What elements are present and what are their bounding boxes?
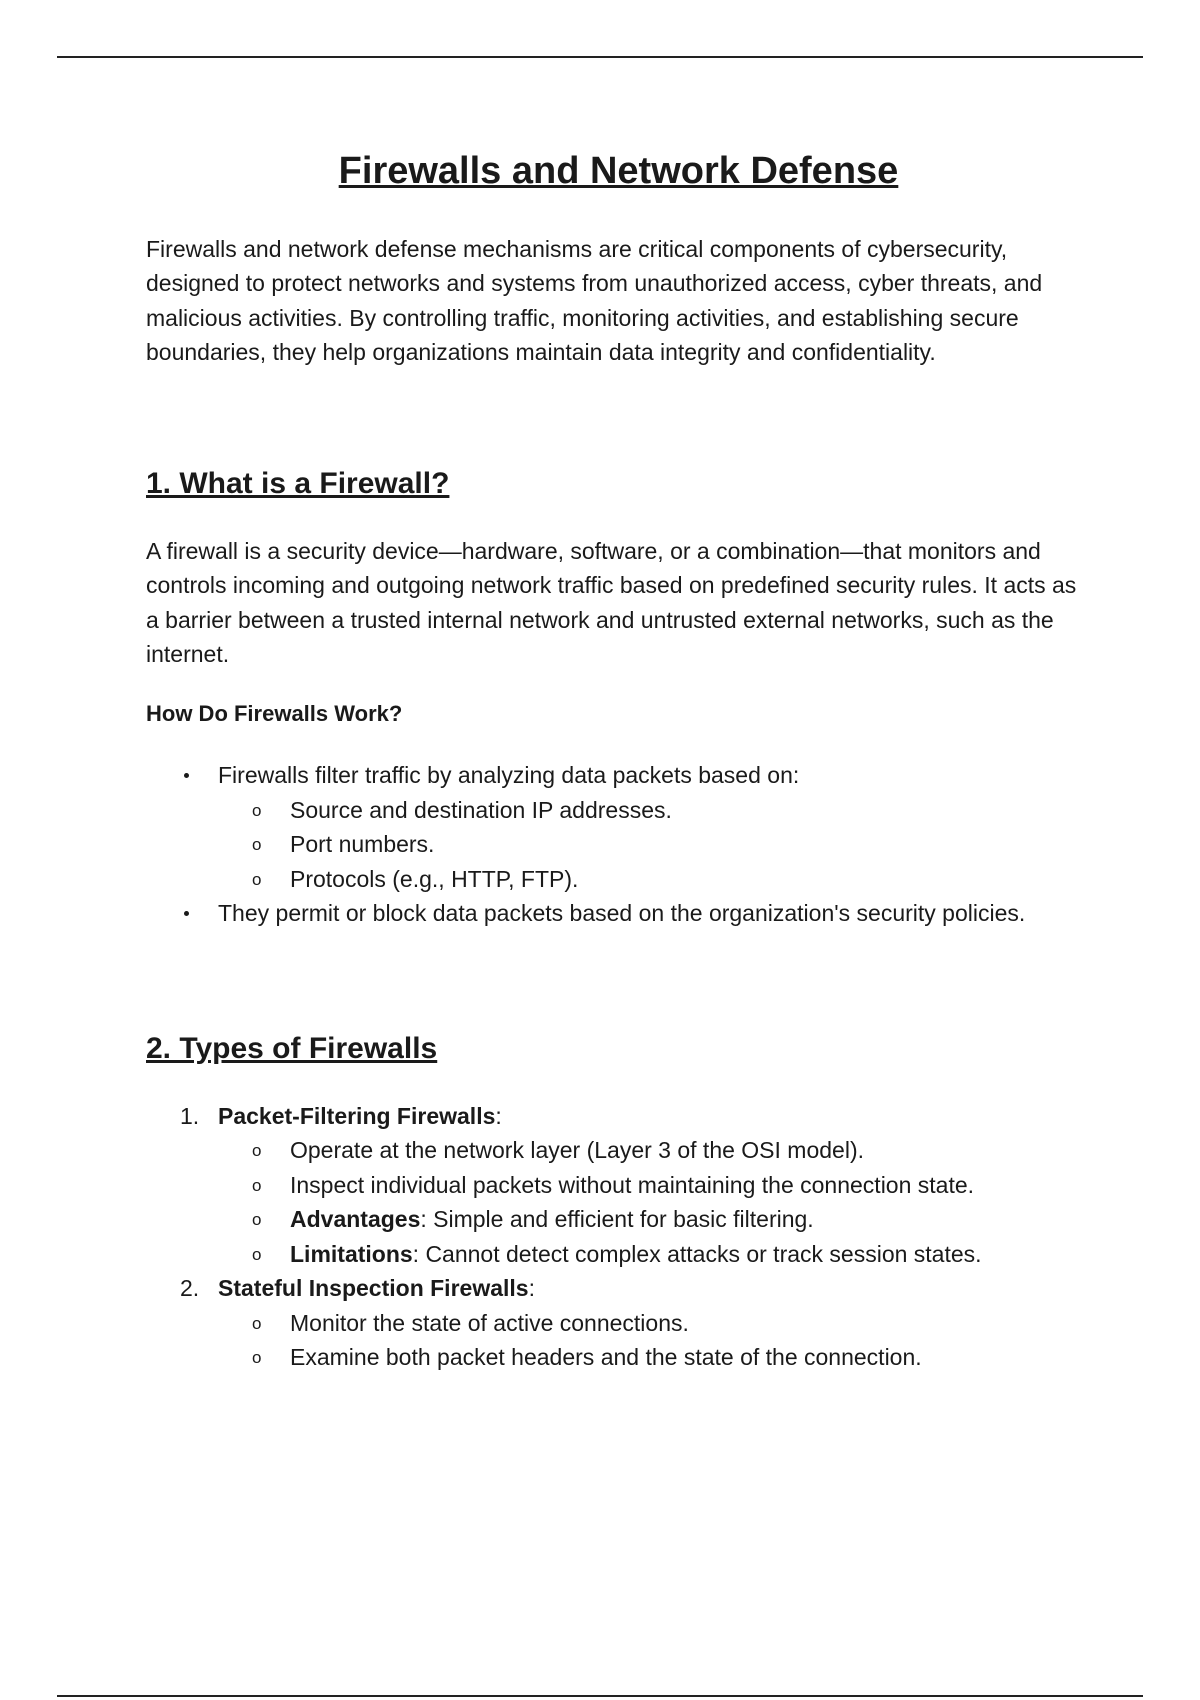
sub-bullet-icon: o [252,1313,262,1333]
sub-list-item [218,1202,1091,1237]
list-item-text: They permit or block data packets based on the organization's security policies. [218,900,1026,927]
sub-list-item [218,1340,1091,1375]
list-item [146,758,1091,896]
sub-list [218,1306,1091,1375]
sub-bullet-icon: o [252,1348,262,1368]
sub-list-item-text: Source and destination IP addresses. [290,796,672,823]
how-firewalls-work-list [146,758,1091,931]
colon: : [495,1102,502,1129]
header-rule [57,56,1143,58]
sub-list-item [218,1168,1091,1203]
sub-bullet-icon: o [252,1210,262,1230]
firewall-types-list [146,1099,1091,1375]
sub-list-item [218,827,1091,862]
sub-list [218,793,1091,897]
sub-list-item-text: : Cannot detect complex attacks or track session states. [412,1240,982,1267]
sub-list-item-text: Examine both packet headers and the state of the connection. [290,1344,922,1371]
document-page [146,150,1091,1375]
sub-list [218,1133,1091,1271]
sub-list-item-text: Protocols (e.g., HTTP, FTP). [290,865,579,892]
firewall-definition-paragraph: A firewall is a security device—hardware, software, or a combination—that monitors and controls incoming and outgoing network traffic based on predefined security rules. It acts as a barrier between a trusted internal network and untrusted external networks, such as the internet. [146,537,1077,668]
sub-list-item [218,862,1091,897]
sub-bullet-icon: o [252,1244,262,1264]
sub-list-item-text: : Simple and efficient for basic filtering. [420,1206,814,1233]
colon: : [528,1275,535,1302]
sub-list-item-text: Inspect individual packets without maintaining the connection state. [290,1171,975,1198]
sub-bullet-icon: o [252,1175,262,1195]
sub-list-item-text: Monitor the state of active connections. [290,1309,689,1336]
sub-list-item [218,1306,1091,1341]
list-item-text: Firewalls filter traffic by analyzing data packets based on: [218,762,800,789]
sub-bullet-icon: o [252,800,262,820]
sub-list-item-text: Operate at the network layer (Layer 3 of the OSI model). [290,1137,865,1164]
how-firewalls-work-heading: How Do Firewalls Work? [146,700,403,726]
firewall-type-stateful-inspection [146,1271,1091,1375]
advantages-label: Advantages [290,1206,421,1233]
sub-list-item [218,1237,1091,1272]
intro-paragraph: Firewalls and network defense mechanisms are critical components of cybersecurity, designed to protect networks and systems from unauthorized access, cyber threats, and malicious activities. By controlling traffic, monitoring activities, and establishing secure boundaries, they help organizations maintain data integrity and confidentiality. [146,235,1043,366]
firewall-type-packet-filtering [146,1099,1091,1272]
section-heading-types-of-firewalls: 2. Types of Firewalls [146,1031,438,1065]
sub-bullet-icon: o [252,869,262,889]
list-item [146,896,1091,931]
footer-rule [57,1695,1143,1697]
document-title: Firewalls and Network Defense [338,150,899,192]
list-number: 1. [180,1102,200,1129]
sub-list-item-text: Port numbers. [290,831,435,858]
sub-list-item [218,1133,1091,1168]
firewall-type-name: Packet-Filtering Firewalls [218,1102,496,1129]
firewall-type-name: Stateful Inspection Firewalls [218,1275,529,1302]
limitations-label: Limitations [290,1240,413,1267]
sub-bullet-icon: o [252,1141,262,1161]
sub-list-item [218,793,1091,828]
list-number: 2. [180,1275,200,1302]
sub-bullet-icon: o [252,835,262,855]
section-heading-what-is-firewall: 1. What is a Firewall? [146,466,450,500]
